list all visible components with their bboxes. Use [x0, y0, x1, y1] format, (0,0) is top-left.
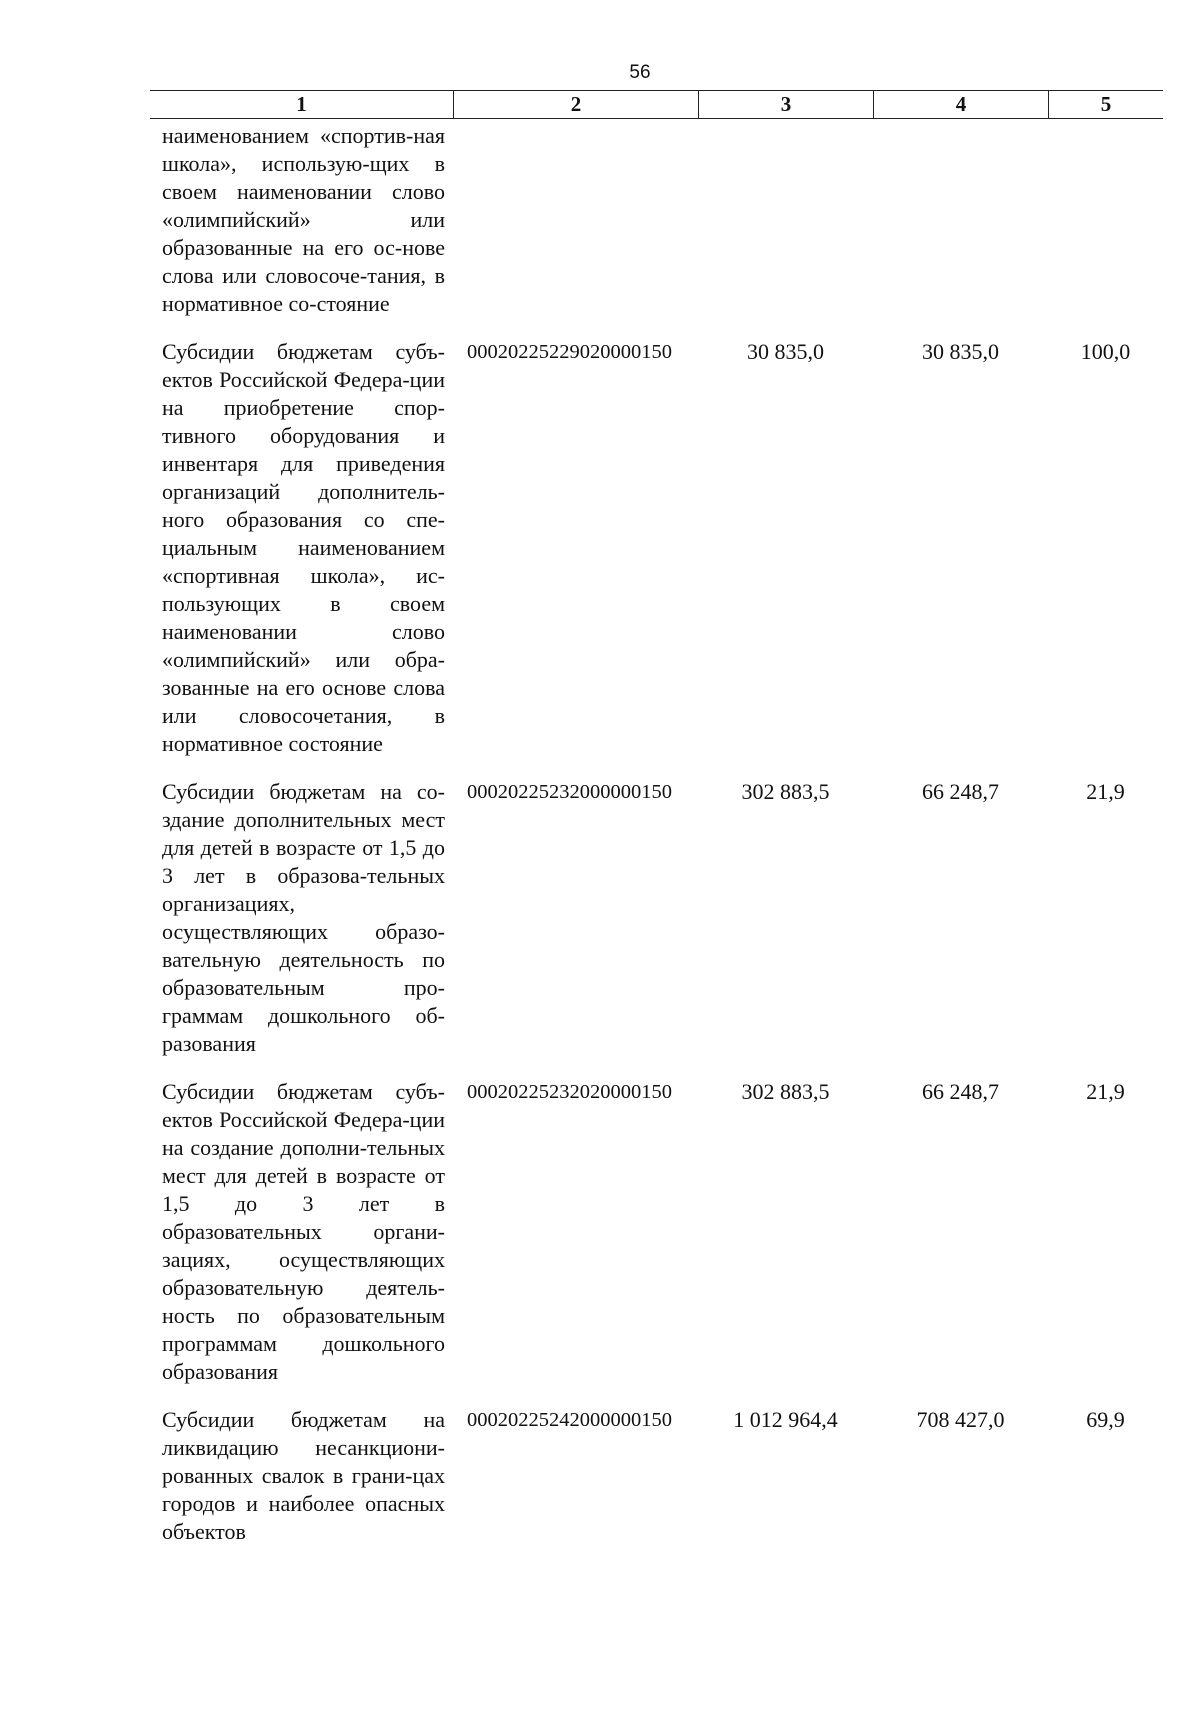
- header-col-5: 5: [1048, 91, 1163, 118]
- row-percent: 21,9: [1086, 779, 1125, 804]
- row-approved: 302 883,5: [741, 779, 830, 804]
- row-description: Субсидии бюджетам на ликвидацию несанкциони-рованных свалок в грани-цах городов и наиболее опасных объектов: [162, 1407, 445, 1544]
- row-code: 00020225242000000150: [467, 1409, 672, 1431]
- page-number: 56: [629, 62, 651, 83]
- table-row: [150, 1078, 1163, 1386]
- table-row: [150, 1406, 1163, 1546]
- header-col-3: 3: [698, 91, 873, 118]
- row-percent: 100,0: [1080, 339, 1131, 364]
- header-col-2: 2: [453, 91, 698, 118]
- header-col-4: 4: [873, 91, 1048, 118]
- table-body: [150, 118, 1163, 1546]
- row-code: 00020225232020000150: [467, 1081, 672, 1103]
- row-approved: 1 012 964,4: [733, 1407, 838, 1432]
- row-description: Субсидии бюджетам субъ-ектов Российской Федера-ции на приобретение спор-тивного оборудования и инвентаря для приведения организаций дополнитель-ного образования со спе-циальным наименованием «спортивная школа», ис-пользующих в своем наименовании слово «олимпийский» или обра-зованные на его основе слова или словосочетания, в нормативное состояние: [162, 339, 445, 756]
- row-code: 00020225232000000150: [467, 781, 672, 803]
- row-percent: 21,9: [1086, 1079, 1125, 1104]
- row-code: 00020225229020000150: [467, 341, 672, 363]
- row-approved: 30 835,0: [747, 339, 824, 364]
- table-row: [150, 338, 1163, 758]
- table-header: [150, 90, 1163, 119]
- table-row: [150, 118, 1163, 318]
- row-percent: 69,9: [1086, 1407, 1125, 1432]
- row-description: Субсидии бюджетам субъ-ектов Российской Федера-ции на создание дополни-тельных мест для детей в возрасте от 1,5 до 3 лет в образовательных органи-зациях, осуществляющих образовательную деятель-ность по образовательным программам дошкольного образования: [162, 1079, 445, 1384]
- row-executed: 30 835,0: [922, 339, 999, 364]
- row-approved: 302 883,5: [741, 1079, 830, 1104]
- row-description: Субсидии бюджетам на со-здание дополнительных мест для детей в возрасте от 1,5 до 3 лет в образова-тельных организациях, осуществляющих образо-вательную деятельность по образовательным про-граммам дошкольного об-разования: [162, 779, 445, 1056]
- row-executed: 708 427,0: [916, 1407, 1005, 1432]
- row-executed: 66 248,7: [922, 779, 999, 804]
- continuation-description: наименованием «спортив-ная школа», использую-щих в своем наименовании слово «олимпийский» или образованные на его ос-нове слова или словосоче-тания, в нормативное со-стояние: [162, 123, 445, 316]
- table-row: [150, 778, 1163, 1058]
- row-executed: 66 248,7: [922, 1079, 999, 1104]
- header-col-1: 1: [296, 92, 307, 116]
